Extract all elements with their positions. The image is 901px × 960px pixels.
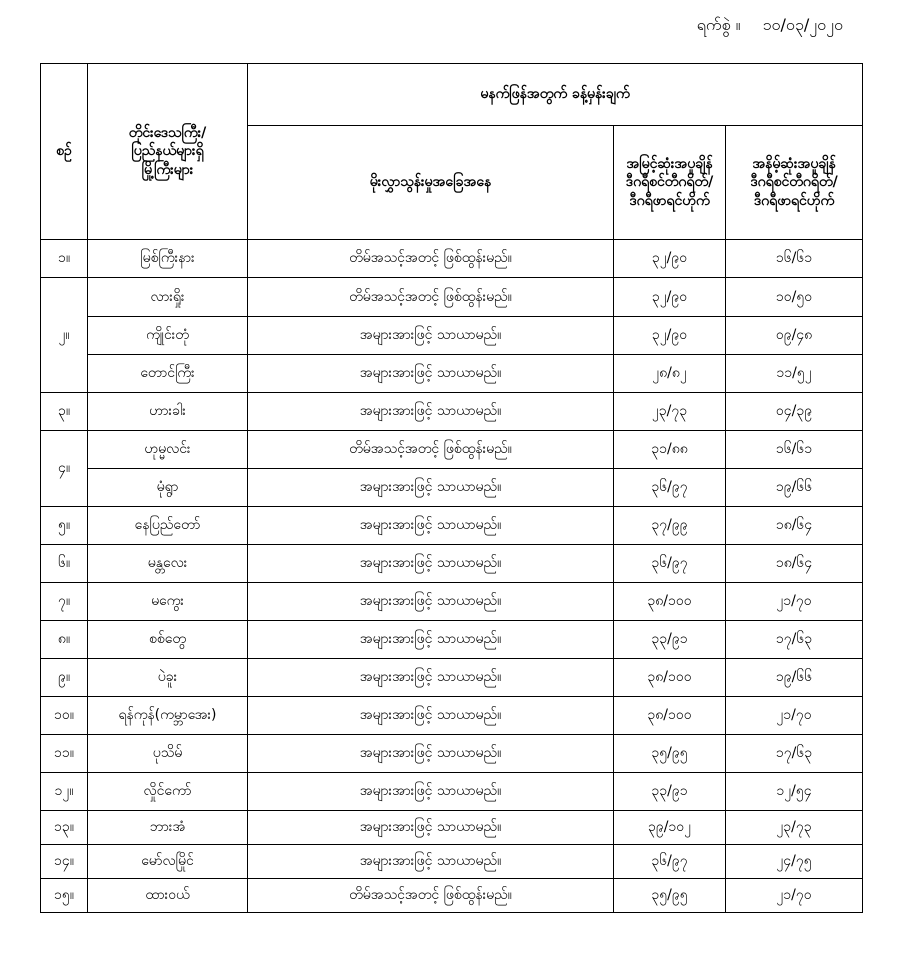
row-number: ၂။ (41, 278, 88, 393)
min-temp-cell: ၂၃/၇၃ (726, 811, 863, 845)
table-row (41, 697, 863, 735)
row-number: ၇။ (41, 583, 88, 621)
max-temp-cell: ၃၅/၉၅ (614, 735, 726, 773)
table-row (41, 469, 863, 507)
date-value: ၁၀/၀၃/၂၀၂၀ (762, 15, 843, 34)
row-number: ၅။ (41, 507, 88, 545)
min-temp-cell: ၂၁/၇၀ (726, 697, 863, 735)
condition-cell: အများအားဖြင့် သာယာမည်။ (248, 393, 614, 431)
city-name: တောင်ကြီး (88, 355, 248, 393)
table-row (41, 278, 863, 317)
header-region: တိုင်းဒေသကြီး/ ပြည်နယ်များရှိ မြို့ကြီးများ (88, 64, 248, 240)
min-temp-cell: ၁၁/၅၂ (726, 355, 863, 393)
condition-cell: အများအားဖြင့် သာယာမည်။ (248, 735, 614, 773)
table-row (41, 583, 863, 621)
table-row (41, 845, 863, 879)
row-number: ၃။ (41, 393, 88, 431)
condition-cell: အများအားဖြင့် သာယာမည်။ (248, 659, 614, 697)
max-temp-cell: ၃၅/၉၅ (614, 879, 726, 913)
condition-cell: အများအားဖြင့် သာယာမည်။ (248, 845, 614, 879)
max-temp-cell: ၃၂/၉၀ (614, 240, 726, 278)
max-temp-cell: ၂၃/၇၃ (614, 393, 726, 431)
max-temp-cell: ၃၉/၁၀၂ (614, 811, 726, 845)
max-temp-cell: ၃၂/၉၀ (614, 278, 726, 317)
condition-cell: အများအားဖြင့် သာယာမည်။ (248, 545, 614, 583)
city-name: ဟားခါး (88, 393, 248, 431)
min-temp-cell: ၁၈/၆၄ (726, 507, 863, 545)
max-temp-cell: ၃၇/၉၉ (614, 507, 726, 545)
min-temp-cell: ၂၁/၇၀ (726, 879, 863, 913)
row-number: ၆။ (41, 545, 88, 583)
header-condition: မိုးလွှာသွန်းမှုအခြေအနေ (248, 126, 614, 240)
report-date (697, 14, 843, 38)
min-temp-cell: ၁၆/၆၁ (726, 240, 863, 278)
row-number: ၁၅။ (41, 879, 88, 913)
min-temp-cell: ၁၇/၆၃ (726, 735, 863, 773)
min-temp-cell: ၂၁/၇၀ (726, 583, 863, 621)
min-temp-cell: ၁၆/၆၁ (726, 431, 863, 469)
condition-cell: အများအားဖြင့် သာယာမည်။ (248, 507, 614, 545)
max-temp-cell: ၃၆/၉၇ (614, 545, 726, 583)
city-name: ကျိုင်းတုံ (88, 317, 248, 355)
table-row (41, 545, 863, 583)
city-name: မကွေး (88, 583, 248, 621)
city-name: ပုသိမ် (88, 735, 248, 773)
city-name: လှိုင်ကော် (88, 773, 248, 811)
condition-cell: တိမ်အသင့်အတင့် ဖြစ်ထွန်းမည်။ (248, 278, 614, 317)
city-name: လားရှိုး (88, 278, 248, 317)
max-temp-cell: ၃၆/၉၇ (614, 845, 726, 879)
city-name: မော်လမြိုင် (88, 845, 248, 879)
min-temp-cell: ၀၄/၃၉ (726, 393, 863, 431)
table-row (41, 659, 863, 697)
condition-cell: အများအားဖြင့် သာယာမည်။ (248, 773, 614, 811)
city-name: ရန်ကုန်(ကမ္ဘာအေး) (88, 697, 248, 735)
table-row (41, 355, 863, 393)
condition-cell: အများအားဖြင့် သာယာမည်။ (248, 355, 614, 393)
row-number: ၁၂။ (41, 773, 88, 811)
header-max-temp: အမြင့်ဆုံးအပူချိန် ဒီဂရီစင်တီဂရိတ်/ ဒီဂရီဖာရင်ဟိုက် (614, 126, 726, 240)
city-name: မြစ်ကြီးနား (88, 240, 248, 278)
date-label: ရက်စွဲ ။ (696, 15, 741, 34)
table-row (41, 811, 863, 845)
city-name: ဟုမ္မလင်း (88, 431, 248, 469)
max-temp-cell: ၃၂/၉၀ (614, 317, 726, 355)
header-min-temp: အနိမ့်ဆုံးအပူချိန် ဒီဂရီစင်တီဂရိတ်/ ဒီဂရီဖာရင်ဟိုက် (726, 126, 863, 240)
max-temp-cell: ၃၆/၉၇ (614, 469, 726, 507)
city-name: ပဲခူး (88, 659, 248, 697)
table-row (41, 431, 863, 469)
table-row (41, 621, 863, 659)
condition-cell: အများအားဖြင့် သာယာမည်။ (248, 697, 614, 735)
condition-cell: အများအားဖြင့် သာယာမည်။ (248, 621, 614, 659)
city-name: ဘားအံ (88, 811, 248, 845)
city-name: မုံရွာ (88, 469, 248, 507)
condition-cell: တိမ်အသင့်အတင့် ဖြစ်ထွန်းမည်။ (248, 240, 614, 278)
min-temp-cell: ၁၉/၆၆ (726, 469, 863, 507)
min-temp-cell: ၁၇/၆၃ (726, 621, 863, 659)
table-row (41, 735, 863, 773)
min-temp-cell: ၁၂/၅၄ (726, 773, 863, 811)
row-number: ၈။ (41, 621, 88, 659)
condition-cell: အများအားဖြင့် သာယာမည်။ (248, 811, 614, 845)
table-row (41, 393, 863, 431)
condition-cell: အများအားဖြင့် သာယာမည်။ (248, 583, 614, 621)
max-temp-cell: ၃၃/၉၁ (614, 621, 726, 659)
forecast-table (40, 63, 863, 913)
row-number: ၁၃။ (41, 811, 88, 845)
condition-cell: တိမ်အသင့်အတင့် ဖြစ်ထွန်းမည်။ (248, 431, 614, 469)
row-number: ၁။ (41, 240, 88, 278)
table-row (41, 317, 863, 355)
condition-cell: အများအားဖြင့် သာယာမည်။ (248, 469, 614, 507)
header-forecast-group: မနက်ဖြန်အတွက် ခန့်မှန်းချက် (248, 64, 863, 126)
min-temp-cell: ၂၄/၇၅ (726, 845, 863, 879)
max-temp-cell: ၃၈/၁၀၀ (614, 583, 726, 621)
max-temp-cell: ၃၃/၉၁ (614, 773, 726, 811)
max-temp-cell: ၃၁/၈၈ (614, 431, 726, 469)
max-temp-cell: ၃၈/၁၀၀ (614, 697, 726, 735)
condition-cell: အများအားဖြင့် သာယာမည်။ (248, 317, 614, 355)
city-name: စစ်တွေ (88, 621, 248, 659)
table-row (41, 240, 863, 278)
max-temp-cell: ၃၈/၁၀၀ (614, 659, 726, 697)
row-number: ၁၀။ (41, 697, 88, 735)
city-name: ထားဝယ် (88, 879, 248, 913)
table-row (41, 879, 863, 913)
table-row (41, 507, 863, 545)
row-number: ၄။ (41, 431, 88, 507)
table-row (41, 773, 863, 811)
condition-cell: တိမ်အသင့်အတင့် ဖြစ်ထွန်းမည်။ (248, 879, 614, 913)
city-name: မန္တလေး (88, 545, 248, 583)
row-number: ၁၁။ (41, 735, 88, 773)
min-temp-cell: ၁၈/၆၄ (726, 545, 863, 583)
min-temp-cell: ၁၀/၅၀ (726, 278, 863, 317)
header-no: စဉ် (41, 64, 88, 240)
row-number: ၁၄။ (41, 845, 88, 879)
min-temp-cell: ၀၉/၄၈ (726, 317, 863, 355)
city-name: နေပြည်တော် (88, 507, 248, 545)
max-temp-cell: ၂၈/၈၂ (614, 355, 726, 393)
min-temp-cell: ၁၉/၆၆ (726, 659, 863, 697)
row-number: ၉။ (41, 659, 88, 697)
